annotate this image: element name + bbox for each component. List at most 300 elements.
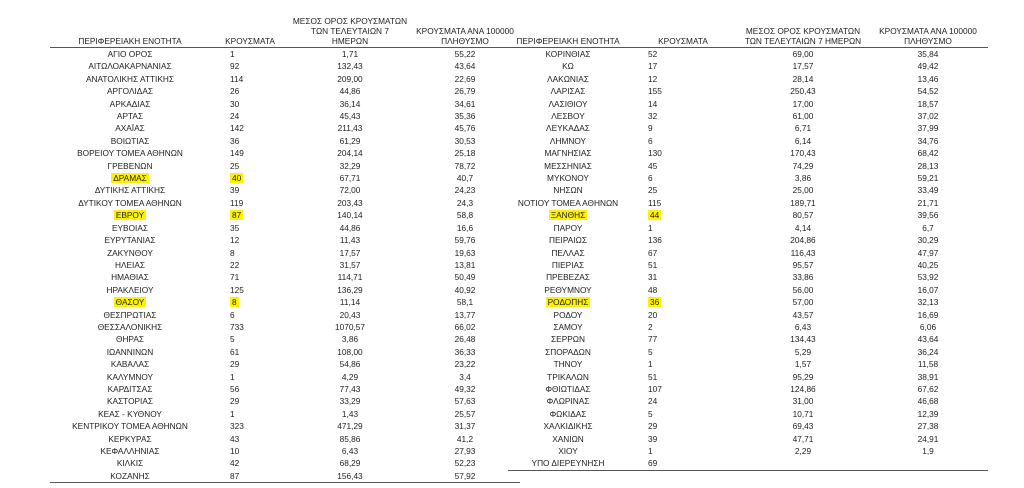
per100k-cell	[410, 433, 520, 445]
cases-cell	[628, 98, 738, 110]
per100k-cell-text: 53,92	[917, 272, 939, 283]
avg7-cell-text: 32,29	[339, 160, 361, 171]
avg7-cell-text: 3,86	[341, 334, 359, 345]
region-cell	[508, 383, 628, 395]
region-cell-text: ΠΕΙΡΑΙΩΣ	[549, 235, 587, 246]
region-cell	[50, 60, 210, 72]
cases-cell	[628, 122, 738, 134]
avg7-cell	[738, 60, 868, 72]
cases-table-right	[508, 6, 988, 471]
region-cell-text: ΣΕΡΡΩΝ	[551, 334, 585, 345]
cases-cell-text: 51	[648, 259, 658, 270]
per100k-cell	[410, 383, 520, 395]
header-region: ΠΕΡΙΦΕΡΕΙΑΚΗ ΕΝΟΤΗΤΑ	[508, 6, 628, 48]
avg7-cell	[738, 271, 868, 283]
cases-cell-text: 22	[230, 259, 240, 270]
region-cell-text: ΖΑΚΥΝΘΟΥ	[107, 247, 153, 258]
per100k-cell	[868, 60, 988, 72]
table-row	[508, 346, 988, 358]
avg7-cell-text: 4,29	[341, 371, 359, 382]
per100k-cell	[868, 98, 988, 110]
per100k-cell-text: 49,42	[917, 61, 939, 72]
region-cell-text: ΕΥΒΟΙΑΣ	[111, 222, 149, 233]
avg7-cell-text: 11,43	[339, 235, 361, 246]
per100k-cell	[410, 445, 520, 457]
header-region: ΠΕΡΙΦΕΡΕΙΑΚΗ ΕΝΟΤΗΤΑ	[50, 6, 210, 48]
cases-cell	[210, 234, 290, 246]
per100k-cell	[410, 284, 520, 296]
table-row	[508, 420, 988, 432]
cases-cell-text: 2	[648, 321, 653, 332]
table-row	[508, 110, 988, 122]
region-cell-text: ΒΟΙΩΤΙΑΣ	[110, 135, 150, 146]
region-cell	[508, 259, 628, 271]
cases-cell-text: 149	[230, 148, 244, 159]
region-cell-text: ΦΩΚΙΔΑΣ	[549, 408, 587, 419]
cases-cell-text: 115	[648, 197, 662, 208]
cases-cell	[210, 470, 290, 483]
table-row	[50, 395, 520, 407]
per100k-cell	[868, 247, 988, 259]
region-cell	[50, 147, 210, 159]
cases-cell	[210, 309, 290, 321]
per100k-cell	[868, 209, 988, 221]
avg7-cell	[738, 420, 868, 432]
cases-cell-text: 1	[648, 359, 653, 370]
avg7-cell-text: 1,43	[341, 408, 359, 419]
table-row	[508, 197, 988, 209]
avg7-cell-text: 6,43	[341, 446, 359, 456]
region-cell-text: ΤΡΙΚΑΛΩΝ	[547, 371, 589, 382]
region-cell-text: ΛΑΡΙΣΑΣ	[550, 86, 586, 97]
region-cell	[508, 122, 628, 134]
per100k-cell-text: 27,38	[917, 421, 939, 432]
cases-cell-text: 44	[650, 210, 660, 221]
table-row	[508, 172, 988, 184]
cases-cell-text: 35	[230, 222, 240, 233]
avg7-cell	[290, 147, 410, 159]
cases-cell	[628, 147, 738, 159]
cases-cell	[628, 433, 738, 445]
per100k-cell	[868, 234, 988, 246]
avg7-cell-text: 74,29	[792, 160, 814, 171]
per100k-cell	[868, 172, 988, 184]
avg7-cell	[290, 184, 410, 196]
table-row	[50, 321, 520, 333]
region-cell-text: ΧΑΝΙΩΝ	[552, 433, 584, 444]
header-avg7: ΜΕΣΟΣ ΟΡΟΣ ΚΡΟΥΣΜΑΤΩΝ ΤΩΝ ΤΕΛΕΥΤΑΙΩΝ 7 ΗΜΕΡΩΝ	[290, 6, 410, 48]
region-cell-text: ΛΕΣΒΟΥ	[551, 111, 585, 122]
region-cell	[50, 184, 210, 196]
table-row	[508, 247, 988, 259]
table-row	[508, 296, 988, 308]
region-cell	[50, 457, 210, 469]
cases-cell-text: 8	[232, 297, 237, 308]
cases-cell	[628, 110, 738, 122]
region-cell-text: ΡΟΔΟΥ	[553, 309, 583, 320]
per100k-cell	[410, 160, 520, 172]
table-row	[50, 122, 520, 134]
avg7-cell-text: 25,00	[792, 185, 814, 196]
per100k-cell-text: 32,13	[917, 297, 939, 308]
avg7-cell	[290, 222, 410, 234]
per100k-cell-text: 37,99	[917, 123, 939, 134]
per100k-cell-text: 43,64	[917, 334, 939, 345]
per100k-cell-text: 33,49	[917, 185, 939, 196]
avg7-cell-text: 69,00	[792, 49, 814, 59]
avg7-cell	[290, 445, 410, 457]
per100k-cell	[410, 135, 520, 147]
avg7-cell	[290, 433, 410, 445]
per100k-cell-text: 45,76	[454, 123, 476, 134]
per100k-cell	[868, 271, 988, 283]
region-cell-text: ΑΡΚΑΔΙΑΣ	[109, 98, 151, 109]
per100k-cell	[868, 371, 988, 383]
per100k-cell	[868, 321, 988, 333]
avg7-cell-text: 156,43	[337, 470, 363, 481]
cases-cell-text: 51	[648, 371, 658, 382]
per100k-cell-text: 16,6	[456, 222, 474, 233]
region-cell	[50, 358, 210, 370]
cases-cell	[210, 48, 290, 61]
avg7-cell-text: 136,29	[337, 284, 363, 295]
cases-cell	[628, 371, 738, 383]
cases-cell	[210, 60, 290, 72]
table-row	[50, 271, 520, 283]
cases-cell	[628, 234, 738, 246]
table-row	[50, 383, 520, 395]
table-row	[50, 247, 520, 259]
region-cell	[50, 222, 210, 234]
per100k-cell	[410, 85, 520, 97]
region-cell	[50, 98, 210, 110]
cases-cell-text: 5	[230, 334, 235, 345]
table-row	[508, 358, 988, 370]
cases-cell-text: 10	[230, 446, 240, 456]
region-cell-text: ΛΗΜΝΟΥ	[549, 135, 587, 146]
per100k-cell-text: 6,06	[919, 321, 937, 332]
per100k-cell	[410, 234, 520, 246]
table-row	[508, 433, 988, 445]
cases-cell	[210, 209, 290, 221]
cases-cell-text: 25	[230, 160, 240, 171]
region-cell	[50, 433, 210, 445]
avg7-cell-text: 95,29	[792, 371, 814, 382]
region-cell	[508, 247, 628, 259]
table-row	[50, 209, 520, 221]
table-row	[50, 147, 520, 159]
cases-cell	[210, 445, 290, 457]
per100k-cell-text: 13,46	[917, 73, 939, 84]
table-row	[508, 73, 988, 85]
per100k-cell-text: 39,56	[917, 210, 939, 221]
per100k-cell	[410, 172, 520, 184]
avg7-cell-text: 45,43	[339, 111, 361, 122]
region-cell	[508, 234, 628, 246]
per100k-cell-text: 13,81	[454, 259, 476, 270]
avg7-cell-text: 33,86	[792, 272, 814, 283]
per100k-cell	[868, 160, 988, 172]
avg7-cell-text: 204,14	[337, 148, 363, 159]
region-cell	[508, 371, 628, 383]
region-cell	[508, 333, 628, 345]
table-row	[50, 284, 520, 296]
avg7-cell-text: 17,57	[339, 247, 361, 258]
avg7-cell	[738, 85, 868, 97]
per100k-cell	[868, 296, 988, 308]
per100k-cell	[868, 122, 988, 134]
avg7-cell	[738, 358, 868, 370]
per100k-cell-text: 50,49	[454, 272, 476, 283]
cases-cell-text: 42	[230, 458, 240, 469]
region-cell	[508, 284, 628, 296]
per100k-cell-text: 24,3	[456, 197, 474, 208]
per100k-cell-text: 49,32	[454, 383, 476, 394]
per100k-cell	[410, 147, 520, 159]
cases-cell-text: 43	[230, 433, 240, 444]
cases-cell-text: 142	[230, 123, 244, 134]
region-cell	[508, 309, 628, 321]
region-cell-text: ΚΕΝΤΡΙΚΟΥ ΤΟΜΕΑ ΑΘΗΝΩΝ	[72, 421, 188, 432]
per100k-cell-text: 30,29	[917, 235, 939, 246]
table-row	[508, 222, 988, 234]
cases-cell-text: 29	[648, 421, 658, 432]
cases-cell-text: 67	[648, 247, 658, 258]
avg7-cell-text: 189,71	[790, 197, 816, 208]
table-row	[508, 60, 988, 72]
avg7-cell	[290, 420, 410, 432]
avg7-cell-text: 114,71	[337, 272, 363, 283]
avg7-cell-text: 20,43	[339, 309, 361, 320]
per100k-cell	[410, 309, 520, 321]
per100k-cell-text: 46,68	[917, 396, 939, 407]
cases-cell	[628, 395, 738, 407]
region-cell-text: ΥΠΟ ΔΙΕΡΕΥΝΗΣΗ	[531, 458, 605, 469]
avg7-cell-text: 68,29	[339, 458, 361, 469]
cases-cell-text: 119	[230, 197, 244, 208]
region-cell	[50, 197, 210, 209]
cases-cell-text: 29	[230, 359, 240, 370]
cases-cell-text: 29	[230, 396, 240, 407]
per100k-cell-text: 26,48	[454, 334, 476, 345]
avg7-cell	[738, 457, 868, 470]
region-cell	[508, 395, 628, 407]
table-row	[50, 408, 520, 420]
region-cell	[508, 60, 628, 72]
region-cell-text: ΚΕΦΑΛΛΗΝΙΑΣ	[100, 446, 160, 456]
avg7-cell	[738, 383, 868, 395]
cases-cell-text: 24	[230, 111, 240, 122]
table-row	[508, 98, 988, 110]
per100k-cell	[868, 420, 988, 432]
region-cell-text: ΘΕΣΣΑΛΟΝΙΚΗΣ	[97, 321, 163, 332]
per100k-cell-text: 31,37	[454, 421, 476, 432]
region-cell-text: ΚΕΡΚΥΡΑΣ	[108, 433, 152, 444]
avg7-cell-text: 85,86	[339, 433, 361, 444]
cases-cell	[628, 309, 738, 321]
cases-cell-text: 87	[230, 470, 240, 481]
table-row	[508, 371, 988, 383]
per100k-cell	[868, 284, 988, 296]
region-cell	[508, 420, 628, 432]
cases-cell	[628, 48, 738, 61]
avg7-cell-text: 61,29	[339, 135, 361, 146]
avg7-cell	[290, 48, 410, 61]
region-cell-text: ΒΟΡΕΙΟΥ ΤΟΜΕΑ ΑΘΗΝΩΝ	[77, 148, 183, 159]
per100k-cell-text: 25,18	[454, 148, 476, 159]
cases-cell	[210, 358, 290, 370]
cases-cell-text: 56	[230, 383, 240, 394]
region-cell-text: ΚΕΑΣ - ΚΥΘΝΟΥ	[98, 408, 162, 419]
cases-cell	[210, 395, 290, 407]
region-cell-text: ΓΡΕΒΕΝΩΝ	[107, 160, 153, 171]
per100k-cell	[410, 110, 520, 122]
avg7-cell-text: 1,71	[341, 49, 359, 59]
avg7-cell-text: 203,43	[337, 197, 363, 208]
region-cell	[50, 259, 210, 271]
cases-cell	[628, 85, 738, 97]
per100k-cell-text: 57,63	[454, 396, 476, 407]
region-cell-text: ΚΩ	[562, 61, 574, 72]
avg7-cell-text: 69,43	[792, 421, 814, 432]
region-cell	[50, 296, 210, 308]
cases-cell	[628, 333, 738, 345]
region-cell	[508, 408, 628, 420]
per100k-cell	[410, 395, 520, 407]
per100k-cell-text: 78,72	[454, 160, 476, 171]
cases-cell	[210, 346, 290, 358]
cases-cell-text: 17	[648, 61, 658, 72]
avg7-cell-text: 6,43	[794, 321, 812, 332]
per100k-cell	[410, 358, 520, 370]
table-row	[50, 184, 520, 196]
region-cell	[508, 457, 628, 470]
avg7-cell	[738, 309, 868, 321]
per100k-cell-text: 11,58	[917, 359, 939, 370]
cases-cell	[628, 222, 738, 234]
region-cell-text: ΚΟΖΑΝΗΣ	[110, 470, 150, 481]
per100k-cell	[410, 420, 520, 432]
per100k-cell	[410, 73, 520, 85]
table-row	[50, 259, 520, 271]
cases-cell	[628, 408, 738, 420]
per100k-cell-text: 1,9	[922, 446, 934, 456]
cases-cell-text: 5	[648, 346, 653, 357]
table-row	[508, 271, 988, 283]
avg7-cell	[738, 110, 868, 122]
avg7-cell-text: 56,00	[792, 284, 814, 295]
table-row	[50, 98, 520, 110]
avg7-cell	[290, 371, 410, 383]
region-cell-text: ΗΡΑΚΛΕΙΟΥ	[106, 284, 154, 295]
region-cell-text: ΦΛΩΡΙΝΑΣ	[546, 396, 590, 407]
table-row	[508, 321, 988, 333]
per100k-cell-text: 16,69	[917, 309, 939, 320]
cases-cell	[628, 445, 738, 457]
cases-cell	[210, 98, 290, 110]
per100k-cell-text: 26,79	[454, 86, 476, 97]
per100k-cell-text: 30,53	[454, 135, 476, 146]
per100k-cell	[410, 296, 520, 308]
per100k-cell-text: 36,33	[454, 346, 476, 357]
per100k-cell-text: 18,57	[917, 98, 939, 109]
avg7-cell-text: 204,86	[790, 235, 816, 246]
per100k-cell	[410, 48, 520, 61]
region-cell	[508, 160, 628, 172]
per100k-cell-text: 34,61	[454, 98, 476, 109]
region-cell-text: ΚΑΡΔΙΤΣΑΣ	[107, 383, 153, 394]
avg7-cell	[290, 197, 410, 209]
table-row	[508, 457, 988, 470]
avg7-cell-text: 95,57	[792, 259, 814, 270]
per100k-cell-text: 55,22	[454, 49, 476, 59]
region-cell	[508, 296, 628, 308]
cases-cell-text: 5	[648, 408, 653, 419]
cases-cell	[628, 172, 738, 184]
cases-cell-text: 31	[648, 272, 658, 283]
region-cell	[508, 110, 628, 122]
table-row	[50, 445, 520, 457]
per100k-cell-text: 35,36	[454, 111, 476, 122]
cases-cell-text: 155	[648, 86, 662, 97]
cases-cell-text: 1	[230, 49, 235, 59]
per100k-cell-text: 59,21	[917, 173, 939, 184]
per100k-cell	[868, 333, 988, 345]
table-row	[508, 135, 988, 147]
cases-cell-text: 8	[230, 247, 235, 258]
table-row	[508, 85, 988, 97]
cases-cell-text: 136	[648, 235, 662, 246]
table-row	[50, 433, 520, 445]
table-row	[50, 296, 520, 308]
table-row	[50, 358, 520, 370]
per100k-cell-text: 41,2	[456, 433, 474, 444]
region-cell	[50, 110, 210, 122]
per100k-cell-text: 6,7	[922, 222, 934, 233]
region-cell-text: ΘΗΡΑΣ	[115, 334, 145, 345]
region-cell	[50, 470, 210, 483]
table-row	[50, 309, 520, 321]
region-cell-text: ΦΘΙΩΤΙΔΑΣ	[545, 383, 591, 394]
per100k-cell-text: 25,57	[454, 408, 476, 419]
cases-cell	[628, 73, 738, 85]
avg7-cell	[290, 321, 410, 333]
per100k-cell-text: 54,52	[917, 86, 939, 97]
cases-cell	[210, 271, 290, 283]
region-cell	[508, 222, 628, 234]
region-cell-text: ΜΑΓΝΗΣΙΑΣ	[544, 148, 592, 159]
avg7-cell-text: 3,86	[794, 173, 812, 184]
per100k-cell	[868, 259, 988, 271]
region-cell	[50, 234, 210, 246]
per100k-cell-text: 67,62	[917, 383, 939, 394]
avg7-cell-text: 4,14	[794, 222, 812, 233]
avg7-cell-text: 47,71	[792, 433, 814, 444]
avg7-cell-text: 5,29	[794, 346, 812, 357]
region-cell	[50, 445, 210, 457]
per100k-cell-text: 28,13	[917, 160, 939, 171]
table-row	[508, 408, 988, 420]
avg7-cell-text: 44,86	[339, 86, 361, 97]
per100k-cell	[868, 197, 988, 209]
region-cell-text: ΧΙΟΥ	[558, 446, 578, 456]
region-cell	[50, 247, 210, 259]
avg7-cell	[290, 271, 410, 283]
region-cell	[508, 172, 628, 184]
cases-cell	[210, 296, 290, 308]
cases-cell	[210, 85, 290, 97]
table-row	[50, 234, 520, 246]
